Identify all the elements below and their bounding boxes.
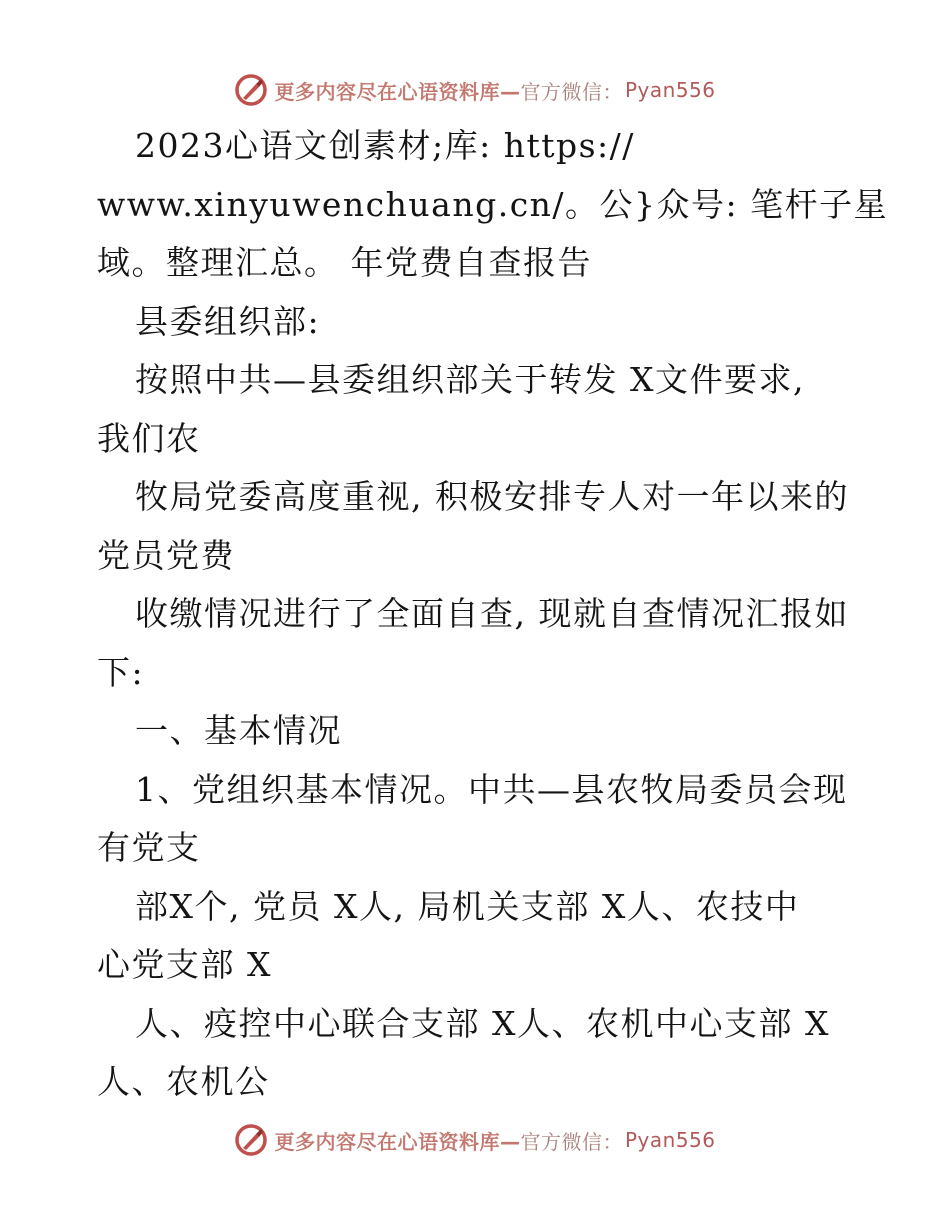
body-line: 县委组织部: (135, 301, 321, 341)
header-watermark (0, 70, 950, 110)
watermark-wechat-id: Pyan556 (624, 78, 716, 102)
body-line: 部X个, 党员 X人, 局机关支部 X人、农技中 (135, 886, 800, 926)
body-line: 人、疫控中心联合支部 X人、农机中心支部 X (135, 1003, 830, 1043)
watermark-wechat-label: 官方微信： (520, 1129, 623, 1154)
body-line: 人、农机公 (97, 1062, 270, 1101)
body-line: 按照中共—县委组织部关于转发 X文件要求, (135, 360, 805, 399)
body-line: 2023心语文创素材;库: https:// (135, 126, 635, 165)
body-line: 有党支 (97, 828, 201, 867)
body-line: 牧局党委高度重视, 积极安排专人对一年以来的 (135, 477, 849, 516)
watermark-text: 更多内容尽在心语资料库— (274, 79, 521, 104)
watermark-wechat-id: Pyan556 (624, 1128, 716, 1152)
body-line: www.xinyuwenchuang.cn/。公}众号: 笔杆子星 (97, 184, 889, 224)
body-line: 下: (97, 652, 145, 692)
watermark-wechat-label: 官方微信： (520, 79, 623, 104)
body-line: 我们农 (97, 418, 201, 458)
watermark-text: 更多内容尽在心语资料库— (274, 1129, 521, 1154)
pen-logo-icon (234, 73, 268, 107)
body-line: 1、党组织基本情况。中共—县农牧局委员会现 (135, 769, 848, 809)
section-heading: 一、基本情况 (135, 711, 342, 750)
body-line: 心党支部 X (97, 945, 272, 984)
pen-logo-icon (234, 1123, 268, 1157)
document-body (97, 117, 889, 1112)
body-line: 收缴情况进行了全面自查, 现就自查情况汇报如 (135, 594, 849, 633)
body-line: 党员党费 (97, 535, 235, 575)
body-line: 域。整理汇总。 年党费自查报告 (97, 243, 592, 282)
footer-watermark (0, 1120, 950, 1160)
